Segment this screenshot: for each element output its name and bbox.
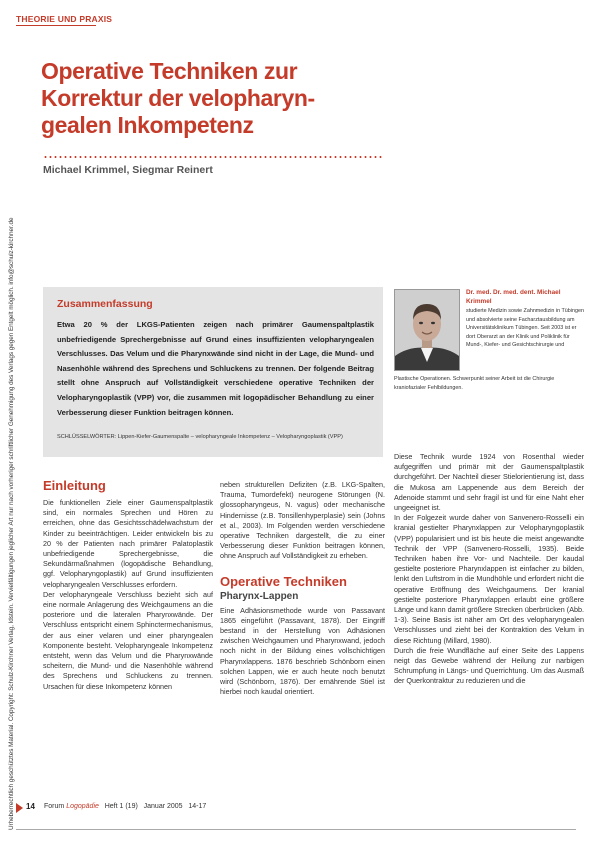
paragraph: Eine Adhäsionsmethode wurde von Passavant 1865 eingeführt (Passavant, 1878). Der Eingriff bestand in der Herstellung von Adhäsionen zwischen Weichgaumen und Pharynxwand, jedoch noch nicht in der Bildung eines vollschichtigen Pharynxlappens. 1876 beschrieb Schönborn einen solchen Lappen, wie er auch heute noch benutzt wird (Schönborn, 1876). Der ernährende Stiel ist hierbei noch kaudal orientiert.: [220, 605, 385, 697]
column-1: [43, 478, 213, 692]
author-photo: [394, 289, 460, 371]
dotted-divider: [43, 156, 383, 158]
footer-rule: [16, 829, 576, 830]
bio-name: Dr. med. Dr. med. dent. Michael Krimmel: [466, 289, 561, 305]
page-number: 14: [26, 802, 35, 811]
summary-body: Etwa 20 % der LKGS-Patienten zeigen nach primärer Gaumenspaltplastik unbefriedigende Sprechergebnisse auf Grund eines insuffizienten velopharyngealen Verschlusses. Das Velum und die Pharynxwände sind nicht in der Lage, die Mund- und Nasenhöhle während des Sprechens und Schluckens zu trennen. Der folgende Beitrag stellt ohne Anspruch auf Vollständigkeit verschiedene operative Techniken der Velopharyngoplastik (VPP) vor, die zusammen mit logopädischer Behandlung zu einer Verbesserung dieser Funktion beitragen können.: [57, 320, 374, 417]
keywords: SCHLÜSSELWÖRTER: Lippen-Kiefer-Gaumenspalte – velopharyngeale Inkompetenz – Velopharyngoplastik (VPP): [57, 434, 343, 440]
paragraph: In der Folgezeit wurde daher von Sanvenero-Rosselli ein kranial gestielter Pharynxlappen zur Velopharyngoplastik (VPP) popularisiert und ist bis heute die meist angewandte Technik der VPP (Sanvenero-Rosselli, 1935). Beide Techniken haben ihre Vor- und Nachteile. Der kaudal gestielte posteriore Pharynxlappen ist einfacher zu bilden, lenkt den Luftstrom in die Mundhöhle und erfordert nicht die operative Eröffnung des Weichgaumens. Der kranial gestielte posteriore Pharynxlappen erlaubt eine größere Länge und kann damit größere Strecken überbrücken (Abb. 1-3). Seine Basis ist näher am Ort des velopharyngealen Verschlusses und zieht bei der Kontraktion des Velum in diese Richtung (Millard, 1980).: [394, 513, 584, 645]
bio-text-continued: Plastische Operationen. Schwerpunkt seiner Arbeit ist die Chirurgie kraniofazialer Fehlbildungen.: [394, 376, 555, 391]
section-label: THEORIE UND PRAXIS: [16, 14, 113, 24]
paragraph: Der velopharyngeale Verschluss bezieht sich auf eine normale Anlagerung des Weichgaumens an die posteriore und die lateralen Pharynxwände. Der Verschluss entspricht einem Sphinctermechanismus, der aus einer velaren und einer pharyngealen Komponente besteht. Velopharyngeale Inkompetenz entsteht, wenn das Velum und die Pharynxwände scheitern, die Mund- und die Nasenhöhle während des Sprechens und Schluckens zu trennen. Ursachen für diese Inkompetenz können: [43, 589, 213, 691]
subheading-pharynx-lappen: Pharynx-Lappen: [220, 590, 299, 602]
journal-name: Logopädie: [66, 803, 99, 810]
journal-issue: Heft 1 (19) Januar 2005 14-17: [104, 803, 207, 810]
paragraph: Diese Technik wurde 1924 von Rosenthal wieder aufgegriffen und primär mit der Gaumenspaltplastik durchgeführt. Der Nachteil dieser Stielorientierung ist, dass die Mukosa am Lappenende aus dem Bereich der Adenoide stammt und sehr fragil ist und für eine Naht eher ungeeignet ist.: [394, 452, 584, 513]
column-3: [394, 452, 584, 687]
summary-heading: Zusammenfassung: [57, 298, 153, 310]
paragraph: Die funktionellen Ziele einer Gaumenspaltplastik sind, ein normales Sprechen und Hören zu erreichen, ohne das Gesichtsschädelwachstum der Kinder zu beeinträchtigen. Leider entwickeln bis zu 20 % der Patienten nach primärer Palatoplastik unbefriedigende Sprechergebnisse, die Sekundärmaßnahmen (logopädische Behandlung, ggf. Velopharyngoplastik) auf Grund insuffizienten velopharyngealen Verschlusses erfordern.: [43, 498, 213, 589]
article-title: Operative Techniken zur Korrektur der velopharyn- gealen Inkompetenz: [41, 58, 315, 138]
footer-journal: [44, 803, 206, 810]
heading-einleitung: Einleitung: [43, 478, 106, 493]
paragraph: Durch die freie Wundfläche auf einer Seite des Lappens neigt das Gewebe während der Heilung zur narbigen Schrumpfung in Längs- und Querrichtung. Um das Ausmaß der Querkontraktur zu reduzieren und die: [394, 645, 584, 686]
section-underline: [16, 25, 96, 26]
copyright-side-text: Urheberrechtlich geschütztes Material. Copyright: Schulz-Kirchner Verlag, Idstein. Vervielfältigungen jeglicher Art nur nach vorheriger schriftlicher Genehmigung des Verlags gegen Entgelt möglich. info@schulz-kirchner.de: [8, 217, 15, 830]
footer-marker-icon: [16, 803, 23, 813]
article-authors: Michael Krimmel, Siegmar Reinert: [43, 164, 213, 176]
journal-prefix: Forum: [44, 803, 65, 810]
bio-text: studierte Medizin sowie Zahnmedizin in Tübingen und absolvierte seine Facharztausbildung am Universitätsklinikum Tübingen. Seit 2003 ist er dort Oberarzt an der Klinik und Poliklinik für Mund-, Kiefer- und Gesichtschirurgie und: [466, 308, 584, 349]
heading-operative-techniken: Operative Techniken: [220, 573, 347, 589]
column-2: [220, 480, 385, 697]
paragraph: neben strukturellen Defiziten (z.B. LKG-Spalten, Trauma, Tumordefekt) neurogene Störungen (N. glossopharyngeus, N. vagus) oder mechanische Hindernisse (z.B. Tonsillenhyperplasie) sein (Johns et al., 2003). Im Folgenden werden verschiedene operative Techniken dargestellt, die zu einer Verbesserung dieser Funktion beitragen können, ohne Anspruch auf Vollständigkeit zu erheben.: [220, 480, 385, 561]
